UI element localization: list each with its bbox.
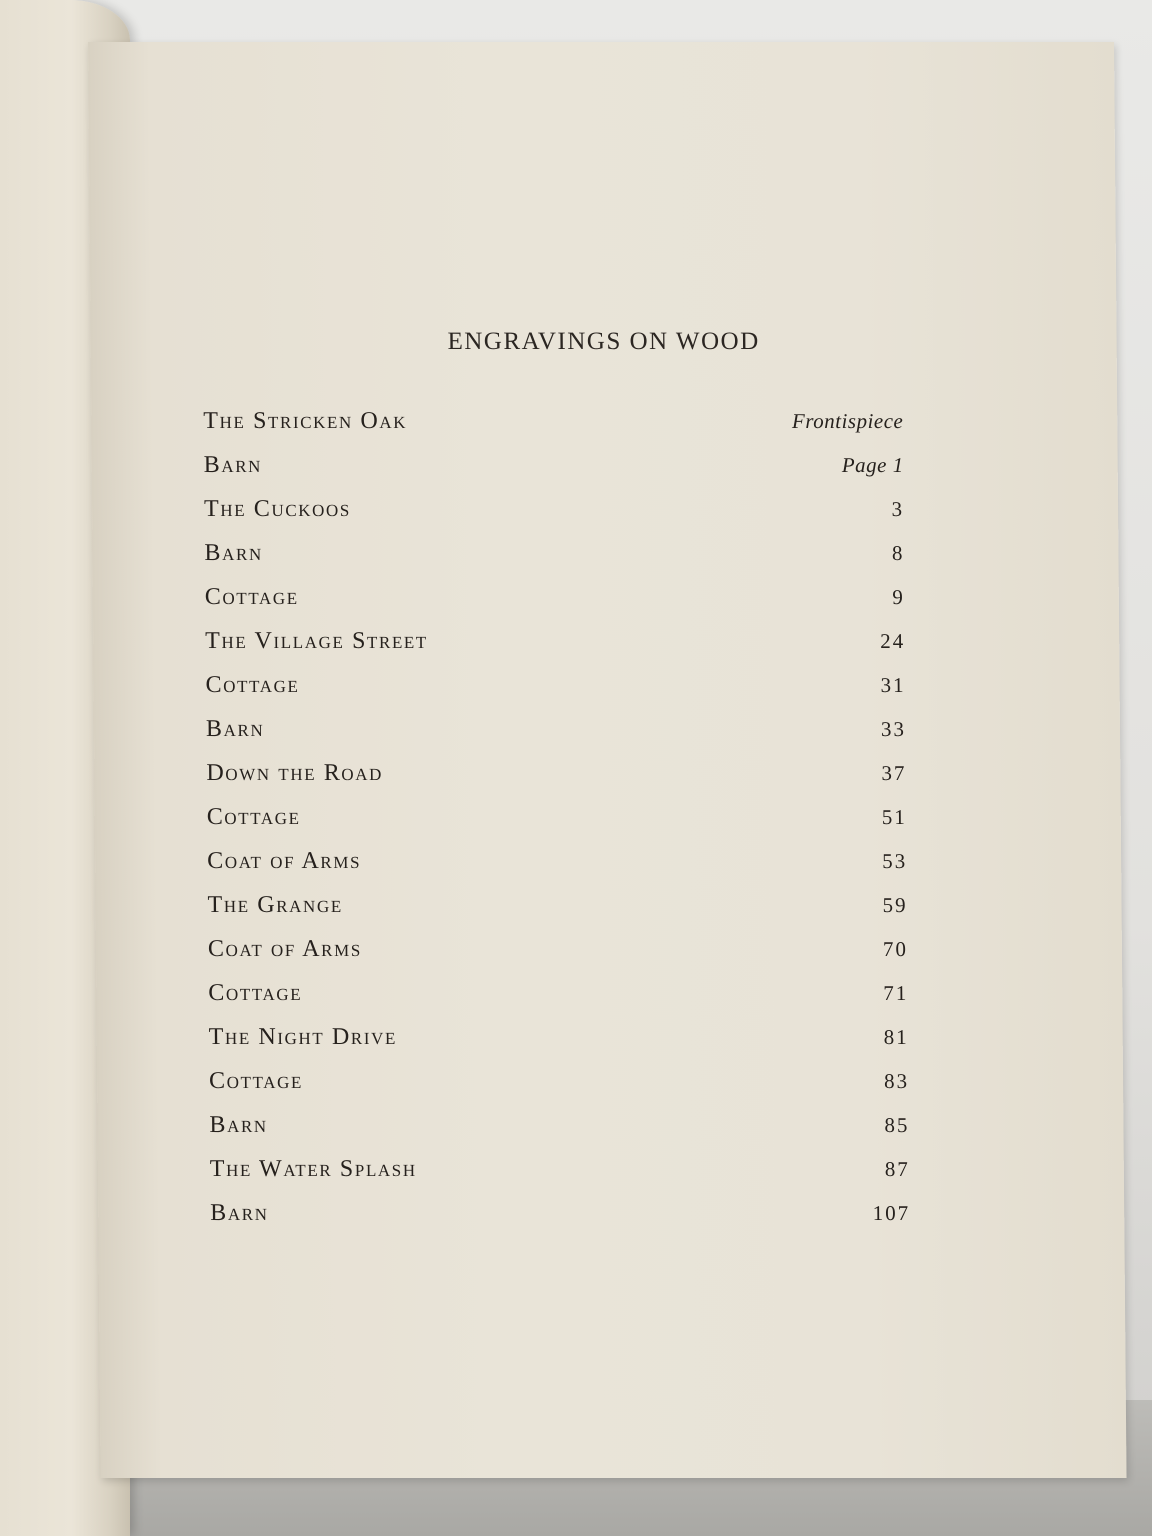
entry-page: Page 1 [841,453,904,477]
list-item [209,1024,909,1068]
entry-title: Cottage [208,1068,304,1094]
entry-title: Down the Road [206,760,384,786]
entry-title: Cottage [205,672,300,698]
entry-title: Barn [210,1200,269,1226]
list-item [207,892,907,936]
entry-title: The Grange [207,892,343,918]
entry-title: Barn [204,540,263,566]
entry-page: 81 [883,1025,909,1049]
entry-page: 53 [882,849,908,873]
entry-title: Barn [209,1112,268,1138]
entry-page: 85 [884,1113,910,1137]
entry-page: Frontispiece [791,409,904,433]
list-item [205,628,905,672]
entry-page: 24 [880,629,906,653]
entry-page: 70 [882,937,909,961]
entry-title: The Village Street [205,628,428,654]
page-title: ENGRAVINGS ON WOOD [447,328,760,355]
entry-page: 107 [872,1201,911,1225]
entry-page: 37 [881,761,907,785]
list-item [205,672,905,716]
entry-page: 71 [883,981,909,1005]
entry-title: Barn [203,452,263,478]
entry-title: Coat of Arms [207,848,362,874]
engravings-list [203,408,910,1244]
entry-page: 59 [882,893,908,917]
list-item [209,1112,909,1156]
list-item [207,848,907,892]
list-item [210,1156,910,1200]
list-item [204,540,904,584]
list-item [206,760,906,804]
entry-page: 51 [881,805,907,829]
entry-title: The Night Drive [208,1024,398,1050]
list-item [204,496,904,540]
list-item [207,804,907,848]
entry-title: Cottage [204,584,299,610]
entry-page: 8 [891,541,905,565]
list-item [208,936,908,980]
list-item [205,584,905,628]
entry-title: Barn [205,716,265,742]
entry-page: 9 [892,585,905,609]
list-item [210,1200,910,1244]
list-item [206,716,906,760]
entry-page: 3 [891,497,905,521]
entry-page: 33 [880,717,907,741]
entry-title: The Water Splash [209,1156,417,1182]
entry-title: The Stricken Oak [203,408,408,434]
entry-page: 31 [880,673,906,697]
list-item [204,452,904,496]
entry-title: Coat of Arms [207,936,362,962]
entry-title: Cottage [208,980,303,1006]
entry-title: The Cuckoos [203,496,352,522]
entry-page: 87 [884,1157,910,1181]
book-page [88,42,1127,1478]
entry-title: Cottage [206,804,301,830]
list-item [208,980,908,1024]
list-item [203,408,903,452]
entry-page: 83 [883,1069,910,1093]
list-item [209,1068,909,1112]
